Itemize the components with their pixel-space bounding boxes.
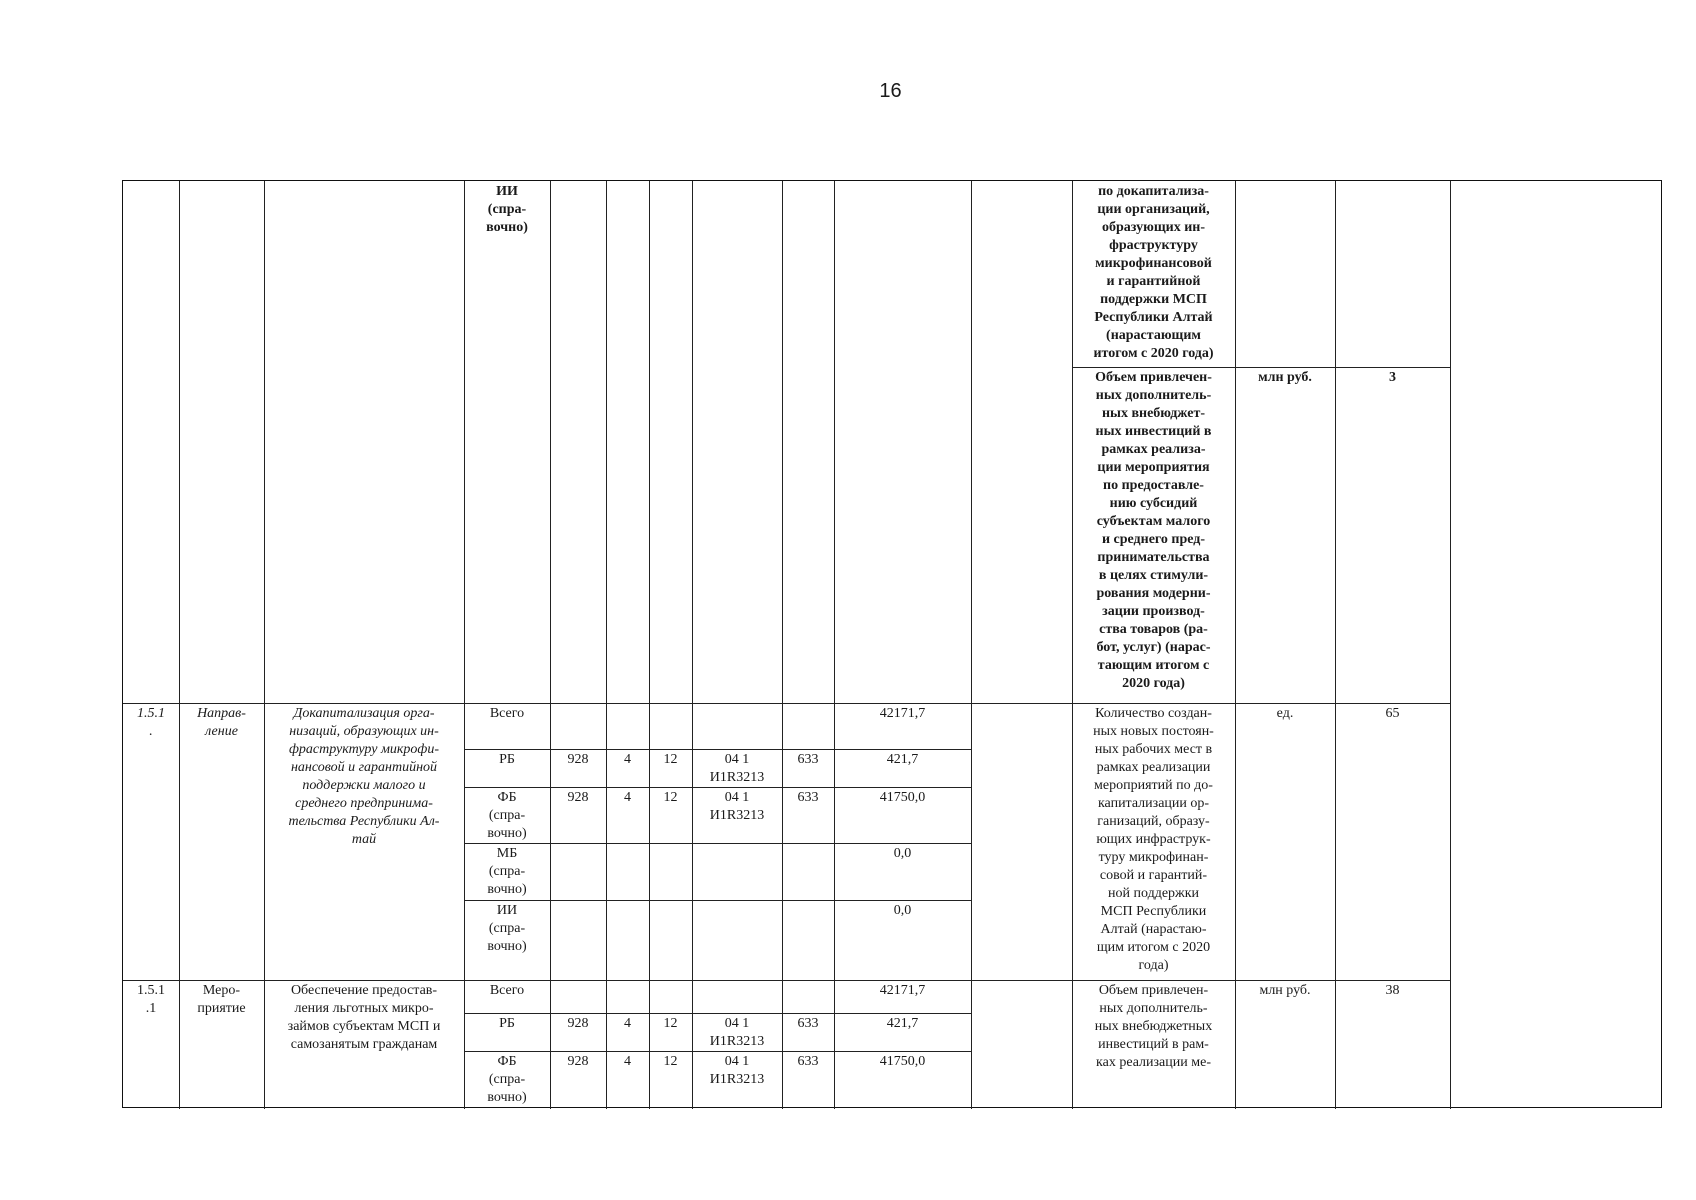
amount-cell: 41750,0 — [879, 1054, 926, 1069]
grbs-cell: 928 — [567, 1016, 589, 1031]
rz-cell: 4 — [624, 1016, 631, 1031]
value-cell: 38 — [1385, 983, 1400, 998]
source-label: Всего — [489, 706, 525, 721]
indicator-text: по докапитализа- ции организаций, образующих ин- фраструктуру микрофинансовой и гарантийной поддержки МСП Республики Алтай (нарастающим итогом с 2020 года) — [1093, 184, 1214, 361]
rz-cell: 4 — [624, 752, 631, 767]
pr-cell: 12 — [663, 752, 678, 767]
pr-cell: 12 — [663, 1016, 678, 1031]
source-label: РБ — [499, 1016, 515, 1031]
pr-cell: 12 — [663, 1054, 678, 1069]
vr-cell: 633 — [797, 1016, 819, 1031]
source-label: ФБ (спра- вочно) — [487, 1054, 527, 1105]
indicator-text: Объем привлечен- ных дополнитель- ных внебюджетных инвестиций в рам- ках реализации ме- — [1094, 983, 1213, 1070]
amount-cell: 42171,7 — [879, 706, 926, 721]
row-type: Направ- ление — [197, 706, 246, 739]
source-label: РБ — [499, 752, 515, 767]
csr-cell: 04 1 И1R3213 — [709, 1054, 765, 1087]
csr-cell: 04 1 И1R3213 — [709, 752, 765, 785]
row-name: Обеспечение предостав- ления льготных микро- займов субъектам МСП и самозанятым гражданам — [287, 983, 441, 1052]
amount-cell: 0,0 — [893, 903, 912, 918]
unit-cell: млн руб. — [1258, 370, 1312, 385]
csr-cell: 04 1 И1R3213 — [709, 790, 765, 823]
source-label: ИИ (спра- вочно) — [487, 903, 527, 954]
amount-cell: 41750,0 — [879, 790, 926, 805]
source-label: ФБ (спра- вочно) — [487, 790, 527, 841]
source-cell-ii: ИИ (спра- вочно) — [486, 184, 528, 235]
unit-cell: млн руб. — [1259, 983, 1311, 998]
row-number: 1.5.1 . — [137, 706, 165, 739]
rz-cell: 4 — [624, 790, 631, 805]
amount-cell: 421,7 — [886, 752, 919, 767]
amount-cell: 42171,7 — [879, 983, 926, 998]
row-number: 1.5.1 .1 — [137, 983, 165, 1016]
pr-cell: 12 — [663, 790, 678, 805]
indicator-text: Объем привлечен- ных дополнитель- ных внебюджет- ных инвестиций в рамках реализа- ции мероприятия по предоставле- нию субсидий субъектам малого и среднего пред- принимательства в целях стимули- рования модерни- зации производ- ства товаров (ра- бот, услуг) (нарас- тающим итогом с 2020 года) — [1095, 370, 1212, 691]
grbs-cell: 928 — [567, 1054, 589, 1069]
value-cell: 65 — [1385, 706, 1400, 721]
row-type: Меро- приятие — [197, 983, 246, 1016]
csr-cell: 04 1 И1R3213 — [709, 1016, 765, 1049]
row-name: Докапитализация орга- низаций, образующих ин- фраструктуру микрофи- нансовой и гарантийной поддержки малого и среднего предпринима- тельства Республики Ал- тай — [288, 706, 440, 847]
page-number: 16 — [879, 80, 902, 102]
unit-cell: ед. — [1276, 706, 1294, 721]
value-cell: 3 — [1389, 370, 1396, 385]
budget-table — [122, 180, 1662, 1108]
amount-cell: 421,7 — [886, 1016, 919, 1031]
source-label: Всего — [489, 983, 525, 998]
amount-cell: 0,0 — [893, 846, 912, 861]
vr-cell: 633 — [797, 752, 819, 767]
source-label: МБ (спра- вочно) — [487, 846, 527, 897]
vr-cell: 633 — [797, 790, 819, 805]
grbs-cell: 928 — [567, 790, 589, 805]
vr-cell: 633 — [797, 1054, 819, 1069]
indicator-text: Количество создан- ных новых постоян- ных рабочих мест в рамках реализации мероприятий по до- капитализации ор- ганизаций, образу- ющих инфраструк- туру микрофинан- совой и гарантий- ной поддержки МСП Республики Алтай (нарастаю- щим итогом с 2020 года) — [1093, 706, 1214, 973]
rz-cell: 4 — [624, 1054, 631, 1069]
grbs-cell: 928 — [567, 752, 589, 767]
